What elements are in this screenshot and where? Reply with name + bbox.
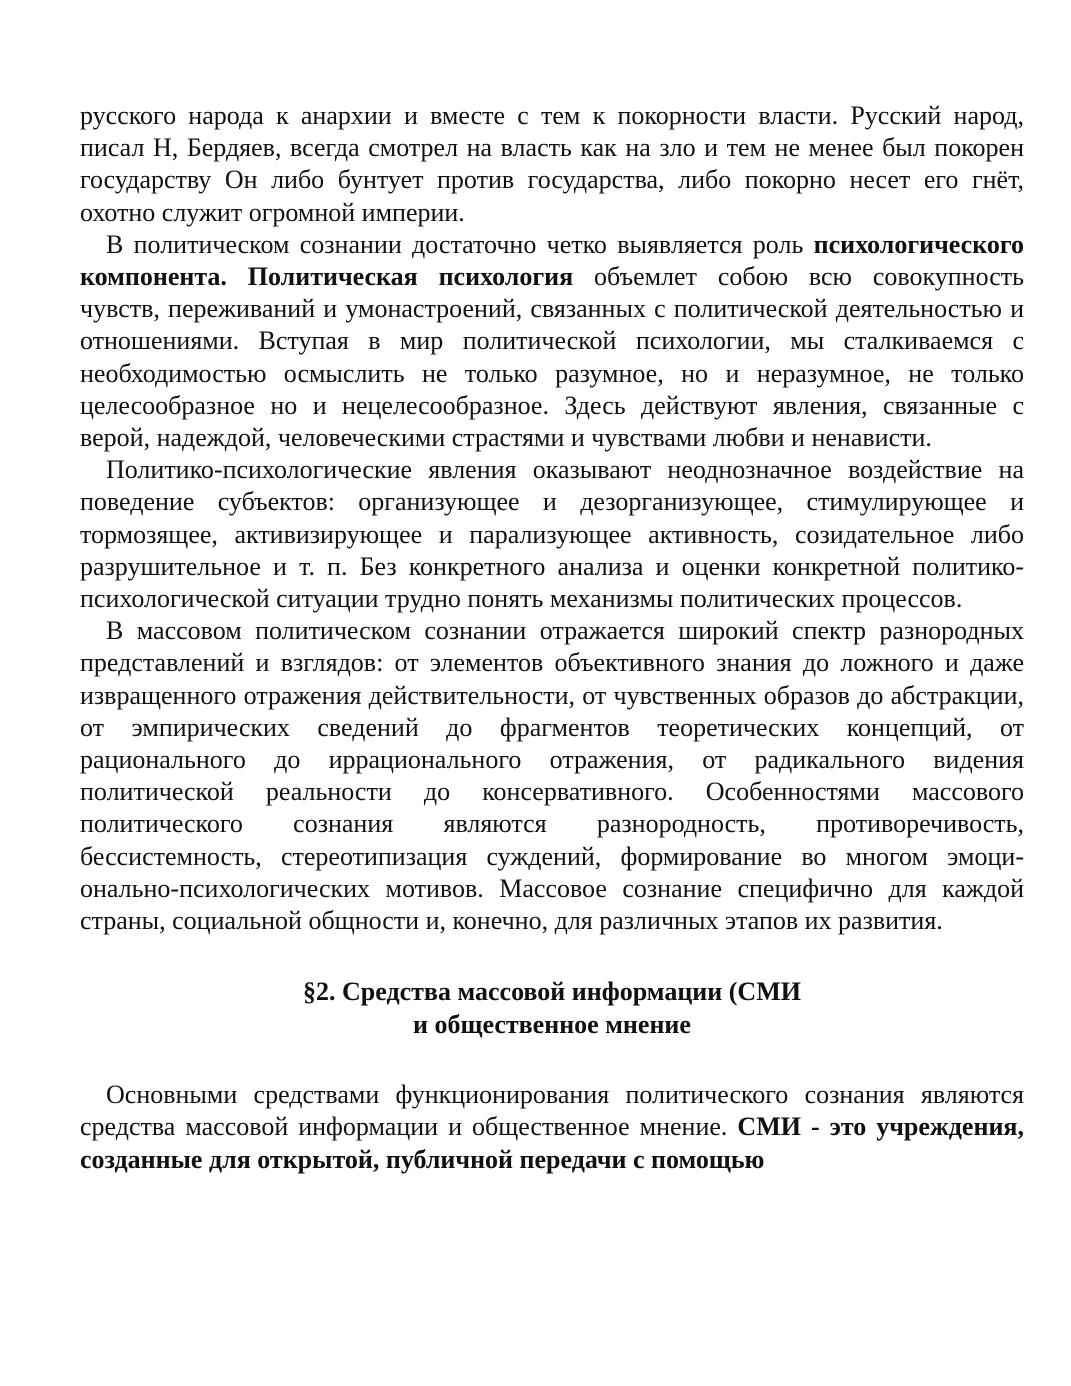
section-heading-line-2: и общественное мнение bbox=[413, 1010, 691, 1040]
paragraph-3-text: Политико-психологические явления оказывают неоднозначное воздействие на поведение субъектов: организующее и дезорганизующее, стимулирующее и тормозящее, активизирующее и парализующее активность, созидательное либо разрушительное и т. п. Без конкретного анализа и оценки конкретной политико-психологической ситуации трудно понять механизмы политических процессов. bbox=[80, 455, 1024, 614]
paragraph-2-text-a: В политическом сознании достаточно четко выявляется роль bbox=[106, 229, 814, 259]
paragraph-5-bold-definition: СМИ - это учреждения, созданные для открытой, публичной передачи с помощью bbox=[80, 1112, 1024, 1174]
paragraph-4-text: В массовом политическом сознании отражается широкий спектр разнородных представлений и взглядов: от элементов объективного знания до ложного и даже извращенного отражения действительности, от чувственных образов до абстракции, от эмпирических сведений до фрагментов теоретических концепций, от рационального до иррационального отражения, от радикального видения политической реальности до консервативного. Особенностями массового политического сознания являются разнородность, противоречивость, бессистемность, стереотипизация суждений, формирование во многом эмоционально-психологических мотивов. Массовое сознание специфично для каждой страны, социальной общности и, конечно, для различных этапов их развития. bbox=[80, 616, 1024, 936]
paragraph-2-bold-term: психологического компонента. Политическая психология bbox=[80, 229, 1024, 292]
section-heading bbox=[80, 975, 1024, 1041]
section-heading-line-1: §2. Средства массовой информации (СМИ bbox=[303, 977, 801, 1007]
paragraph-3 bbox=[80, 454, 1024, 615]
paragraph-2-text-b: объемлет собою всю совокупность чувств, переживаний и умонастроений, связанных с политической деятельностью и отношениями. Вступая в мир политической психологии, мы сталкиваемся с необходимостью осмыслить не только разумное, но и неразумное, не только целесообразное но и нецелесообразное. Здесь действуют явления, связанные с верой, надеждой, человеческими страстями и чувствами любви и ненависти. bbox=[80, 262, 1024, 453]
paragraph-4 bbox=[80, 615, 1024, 937]
paragraph-1 bbox=[80, 100, 1024, 229]
document-page bbox=[80, 100, 1024, 1176]
paragraph-1-text: русского народа к анархии и вместе с тем к покорности власти. Русский народ, писал Н, Бердяев, всегда смотрел на власть как на зло и тем не менее был покорен государству Он либо бунтует против государства, либо покорно несет его гнёт, охотно служит огромной империи. bbox=[80, 101, 1024, 227]
paragraph-5-text: Основными средствами функционирования политического сознания являются средства массовой информации и общественное мнение. bbox=[80, 1080, 1024, 1142]
paragraph-2 bbox=[80, 229, 1024, 454]
paragraph-5 bbox=[80, 1079, 1024, 1176]
